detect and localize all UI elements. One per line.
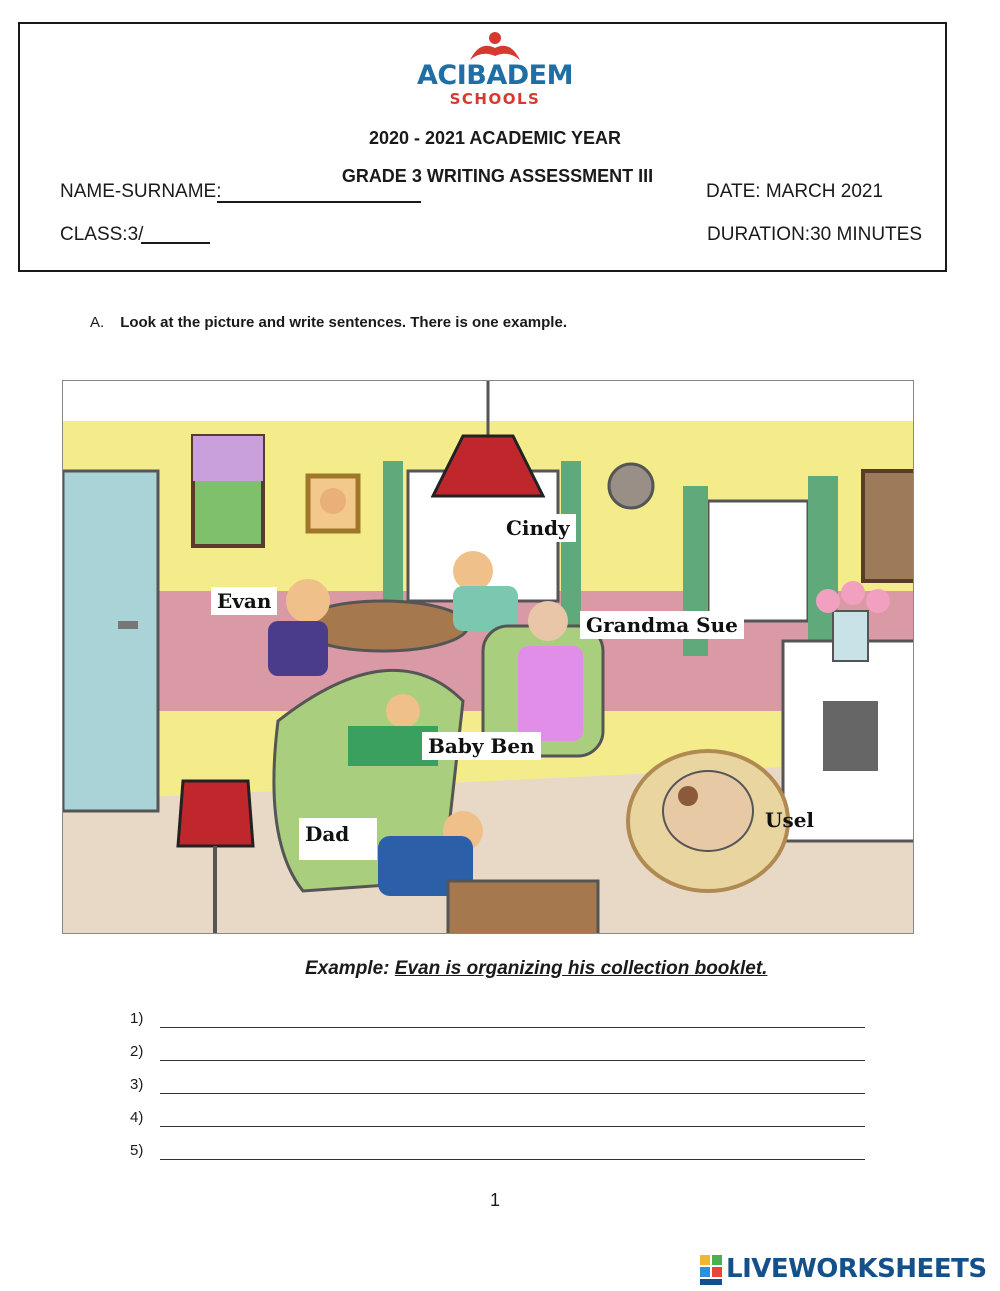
- duration-label: DURATION:30 MINUTES: [707, 224, 923, 245]
- label-dad: Dad: [299, 818, 377, 860]
- class-field[interactable]: [141, 242, 210, 244]
- label-baby-ben: Baby Ben: [422, 732, 541, 760]
- answer-line[interactable]: [160, 1126, 865, 1127]
- answer-line[interactable]: [160, 1027, 865, 1028]
- section-marker: A.: [90, 314, 105, 331]
- label-usel: Usel: [765, 808, 815, 832]
- instruction-text: Look at the picture and write sentences. There is one example.: [120, 314, 567, 331]
- class-label: CLASS:3/: [60, 224, 144, 245]
- answer-number: 5): [130, 1142, 144, 1159]
- answer-row[interactable]: [130, 1142, 870, 1166]
- liveworksheets-footer: [700, 1252, 995, 1286]
- living-room-scene: [63, 381, 914, 934]
- answer-row[interactable]: [130, 1076, 870, 1100]
- logo-emblem-icon: [400, 30, 590, 62]
- answer-number: 2): [130, 1043, 144, 1060]
- academic-year: 2020 - 2021 ACADEMIC YEAR: [368, 128, 622, 148]
- answer-line[interactable]: [160, 1093, 865, 1094]
- logo-sub: SCHOOLS: [449, 90, 541, 108]
- answer-line[interactable]: [160, 1159, 865, 1160]
- school-logo: [400, 30, 590, 112]
- date-label: DATE: MARCH 2021: [706, 181, 884, 202]
- label-evan: Evan: [211, 587, 277, 615]
- name-surname-label: NAME-SURNAME:: [60, 181, 222, 202]
- answer-row[interactable]: [130, 1109, 870, 1133]
- section-a-instruction: [90, 314, 567, 331]
- logo-name: ACIBADEM: [417, 60, 573, 91]
- liveworksheets-brand: LIVEWORKSHEETS: [726, 1254, 987, 1284]
- lw-blocks-icon: [700, 1255, 724, 1285]
- example-prefix: Example:: [305, 958, 390, 979]
- page-number: 1: [490, 1190, 501, 1210]
- name-surname-field[interactable]: [217, 201, 421, 203]
- answer-line[interactable]: [160, 1060, 865, 1061]
- example-sentence: [305, 958, 767, 980]
- assessment-title: GRADE 3 WRITING ASSESSMENT III: [341, 166, 654, 186]
- answer-number: 1): [130, 1010, 144, 1027]
- answer-number: 4): [130, 1109, 144, 1126]
- label-cindy: Cindy: [500, 514, 576, 542]
- answer-number: 3): [130, 1076, 144, 1093]
- living-room-picture: [62, 380, 914, 934]
- label-grandma-sue: Grandma Sue: [580, 611, 744, 639]
- answer-row[interactable]: [130, 1010, 870, 1034]
- answer-row[interactable]: [130, 1043, 870, 1067]
- example-text: Evan is organizing his collection booklet.: [394, 958, 768, 979]
